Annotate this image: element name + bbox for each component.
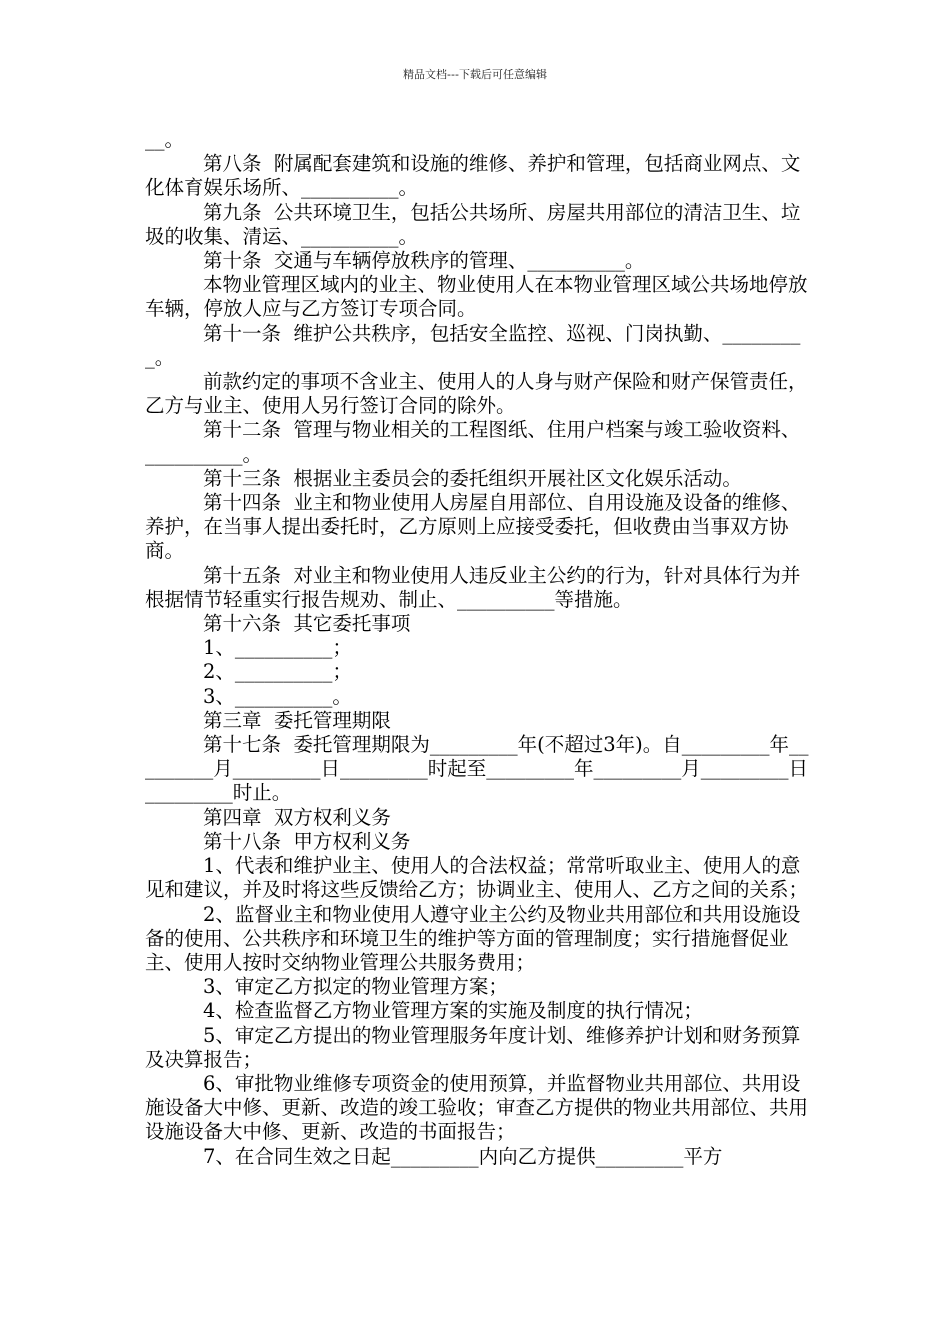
list-item: 3、__________。 xyxy=(203,684,352,708)
paragraph: 第十一条 维护公共秩序，包括安全监控、巡视、门岗执勤、_________。 xyxy=(145,321,801,369)
paragraph: 第十五条 对业主和物业使用人违反业主公约的行为，针对具体行为并根据情节轻重实行报告规劝、制止、__________等措施。 xyxy=(145,563,801,611)
list-item: 6、审批物业维修专项资金的使用预算，并监督物业共用部位、共用设施设备大中修、更新、改造的竣工验收；审查乙方提供的物业共用部位、共用设施设备大中修、更新、改造的书面报告； xyxy=(145,1071,809,1144)
paragraph: 第十二条 管理与物业相关的工程图纸、住用户档案与竣工验收资料、__________。 xyxy=(145,418,801,466)
paragraph: 第十六条 其它委托事项 xyxy=(203,612,411,636)
list-item: 2、监督业主和物业使用人遵守业主公约及物业共用部位和共用设施设备的使用、公共秩序和环境卫生的维护等方面的管理制度；实行措施督促业主、使用人按时交纳物业管理公共服务费用； xyxy=(145,902,801,974)
chapter-heading: 第四章 双方权利义务 xyxy=(203,805,391,829)
paragraph: 第十七条 委托管理期限为_________年(不超过3年)。自_________年_________月_________日_________时起至_________年_________月_________日_________时止。 xyxy=(145,733,809,805)
chapter-heading: 第三章 委托管理期限 xyxy=(203,708,391,732)
paragraph: 第九条 公共环境卫生，包括公共场所、房屋共用部位的清洁卫生、垃圾的收集、清运、__________。 xyxy=(145,200,801,248)
list-item: 1、__________； xyxy=(203,636,352,660)
page-header: 精品文档---下载后可任意编辑 xyxy=(403,68,547,81)
list-item: 1、代表和维护业主、使用人的合法权益；常常听取业主、使用人的意见和建议，并及时将这些反馈给乙方；协调业主、使用人、乙方之间的关系； xyxy=(145,854,809,902)
paragraph: 第十条 交通与车辆停放秩序的管理、__________。 xyxy=(203,249,645,273)
paragraph: 第十四条 业主和物业使用人房屋自用部位、自用设施及设备的维修、养护，在当事人提出委托时，乙方原则上应接受委托，但收费由当事双方协商。 xyxy=(145,491,801,563)
list-item: 4、检查监督乙方物业管理方案的实施及制度的执行情况； xyxy=(203,999,703,1023)
list-item: 3、审定乙方拟定的物业管理方案； xyxy=(203,975,508,999)
list-item: 2、__________； xyxy=(203,660,352,684)
list-item: 7、在合同生效之日起_________内向乙方提供_________平方 xyxy=(203,1144,723,1168)
paragraph: 第八条 附属配套建筑和设施的维修、养护和管理，包括商业网点、文化体育娱乐场所、__________。 xyxy=(145,152,801,200)
list-item: 5、审定乙方提出的物业管理服务年度计划、维修养护计划和财务预算及决算报告； xyxy=(145,1023,801,1071)
paragraph: 第十三条 根据业主委员会的委托组织开展社区文化娱乐活动。 xyxy=(203,466,742,490)
paragraph: 本物业管理区域内的业主、物业使用人在本物业管理区域公共场地停放车辆，停放人应与乙方签订专项合同。 xyxy=(145,273,808,321)
paragraph: __。 xyxy=(145,128,185,151)
paragraph: 前款约定的事项不含业主、使用人的人身与财产保险和财产保管责任，乙方与业主、使用人另行签订合同的除外。 xyxy=(145,370,808,418)
document-body xyxy=(145,128,810,1169)
article-heading: 第十八条 甲方权利义务 xyxy=(203,829,411,853)
